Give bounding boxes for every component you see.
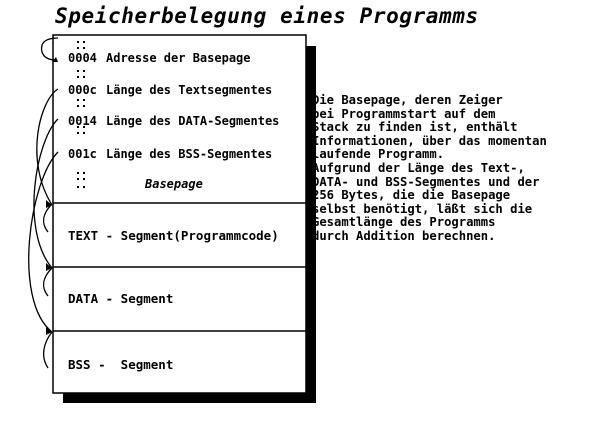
basepage-row-label: Länge des Textsegmentes [106, 83, 273, 97]
description-line: durch Addition berechnen. [312, 228, 496, 243]
description-line: selbst benötigt, läßt sich die [312, 201, 533, 216]
description-line: Die Basepage, deren Zeiger [312, 93, 503, 107]
basepage-label: Basepage [145, 177, 203, 191]
basepage-row-offset: 001c [68, 147, 97, 161]
description-line: Informationen, über das momentan [312, 133, 547, 148]
segment-text-label: TEXT - Segment(Programmcode) [68, 228, 279, 243]
description-line: Stack zu finden ist, enthält [312, 120, 518, 135]
basepage-row-label: Adresse der Basepage [106, 51, 251, 65]
basepage-row-offset: 0014 [68, 114, 97, 128]
page-title: Speicherbelegung eines Programms [55, 4, 479, 28]
segment-data-label: DATA - Segment [68, 291, 174, 306]
description-line: laufende Programm. [312, 147, 445, 162]
segment-bss-label: BSS - Segment [68, 357, 174, 372]
basepage-row-label: Länge des DATA-Segmentes [106, 114, 280, 128]
description-line: 256 Bytes, die die Basepage [312, 188, 511, 203]
basepage-row-offset: 000c [68, 83, 97, 97]
description-line: DATA- und BSS-Segmentes und der [312, 174, 540, 189]
basepage-row-label: Länge des BSS-Segmentes [106, 147, 273, 161]
description-text [312, 94, 597, 244]
description-line: Aufgrund der Länge des Text-, [312, 160, 525, 175]
description-line: bei Programmstart auf dem [312, 106, 496, 121]
basepage-row-offset: 0004 [68, 51, 97, 65]
description-line: Gesamtlänge des Programms [312, 215, 496, 230]
